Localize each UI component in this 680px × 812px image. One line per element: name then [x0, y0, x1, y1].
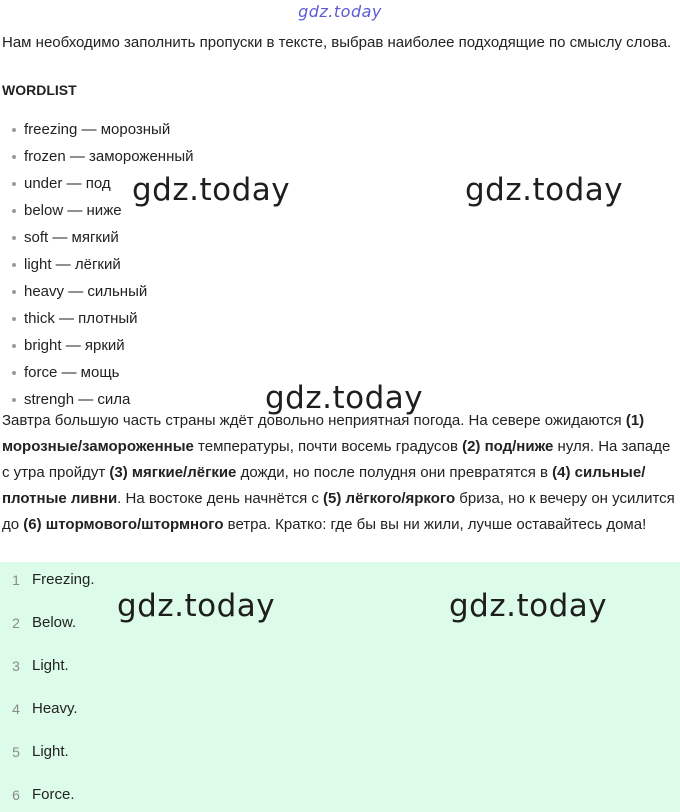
- story-paragraph: [2, 408, 678, 538]
- story-gap-2: (2) под/ниже: [462, 438, 554, 455]
- watermark: gdz.today: [465, 172, 624, 208]
- word-list: [12, 116, 194, 413]
- answer-item: [0, 783, 75, 807]
- word-list-item-text: bright — яркий: [24, 337, 125, 354]
- word-list-item-text: heavy — сильный: [24, 283, 148, 300]
- word-list-item: [12, 224, 194, 251]
- word-list-item-text: thick — плотный: [24, 310, 138, 327]
- story-gap-5: (5) лёгкого/яркого: [323, 490, 456, 507]
- bullet-icon: [12, 128, 16, 132]
- answer-number: 4: [12, 701, 20, 717]
- word-list-item-text: strengh — сила: [24, 391, 131, 408]
- intro-text: Нам необходимо заполнить пропуски в тексте, выбрав наиболее подходящие по смыслу слова.: [2, 34, 672, 51]
- watermark: gdz.today: [265, 380, 424, 416]
- answer-number: 5: [12, 744, 20, 760]
- word-list-item: [12, 143, 194, 170]
- answer-text: Light.: [32, 743, 69, 760]
- wordlist-title: WORDLIST: [2, 82, 77, 98]
- bullet-icon: [12, 209, 16, 213]
- word-list-item: [12, 332, 194, 359]
- bullet-icon: [12, 317, 16, 321]
- word-list-item-text: force — мощь: [24, 364, 120, 381]
- bullet-icon: [12, 398, 16, 402]
- answer-text: Force.: [32, 786, 75, 803]
- answer-text: Heavy.: [32, 700, 78, 717]
- site-header-logo[interactable]: gdz.today: [298, 2, 382, 21]
- bullet-icon: [12, 182, 16, 186]
- bullet-icon: [12, 344, 16, 348]
- story-gap-1: (1) морозные/замороженные: [2, 412, 645, 455]
- watermark: gdz.today: [117, 588, 276, 624]
- story-text: дожди, но после полудня они превратятся в: [236, 464, 553, 481]
- answer-text: Below.: [32, 614, 77, 631]
- word-list-item: [12, 359, 194, 386]
- word-list-item-text: frozen — замороженный: [24, 148, 194, 165]
- story-text: бриза, но к вечеру он усилится до: [2, 490, 675, 533]
- bullet-icon: [12, 290, 16, 294]
- story-text: нуля. На западе с утра пройдут: [2, 438, 671, 481]
- story-text: Завтра большую часть страны ждёт довольно неприятная погода. На севере ожидаются: [2, 412, 626, 429]
- bullet-icon: [12, 155, 16, 159]
- answer-number: 3: [12, 658, 20, 674]
- answer-item: [0, 654, 69, 678]
- answer-number: 6: [12, 787, 20, 803]
- story-gap-3: (3) мягкие/лёгкие: [109, 464, 237, 481]
- answer-number: 1: [12, 572, 20, 588]
- story-text: ветра. Кратко: где бы вы ни жили, лучше оставайтесь дома!: [223, 516, 647, 533]
- answer-item: [0, 611, 76, 635]
- word-list-item: [12, 305, 194, 332]
- word-list-item-text: below — ниже: [24, 202, 122, 219]
- word-list-item: [12, 278, 194, 305]
- word-list-item-text: under — под: [24, 175, 111, 192]
- word-list-item-text: light — лёгкий: [24, 256, 121, 273]
- answer-item: [0, 568, 95, 592]
- word-list-item: [12, 251, 194, 278]
- answer-item: [0, 740, 69, 764]
- word-list-item-text: soft — мягкий: [24, 229, 119, 246]
- bullet-icon: [12, 371, 16, 375]
- watermark: gdz.today: [449, 588, 608, 624]
- word-list-item-text: freezing — морозный: [24, 121, 171, 138]
- answer-text: Freezing.: [32, 571, 95, 588]
- answer-number: 2: [12, 615, 20, 631]
- answer-text: Light.: [32, 657, 69, 674]
- watermark: gdz.today: [132, 172, 291, 208]
- bullet-icon: [12, 263, 16, 267]
- story-text: температуры, почти восемь градусов: [193, 438, 463, 455]
- story-gap-6: (6) штормового/штормного: [23, 516, 224, 533]
- story-gap-4: (4) сильные/плотные ливни: [2, 464, 646, 507]
- bullet-icon: [12, 236, 16, 240]
- answer-item: [0, 697, 78, 721]
- story-text: . На востоке день начнётся с: [117, 490, 324, 507]
- word-list-item: [12, 116, 194, 143]
